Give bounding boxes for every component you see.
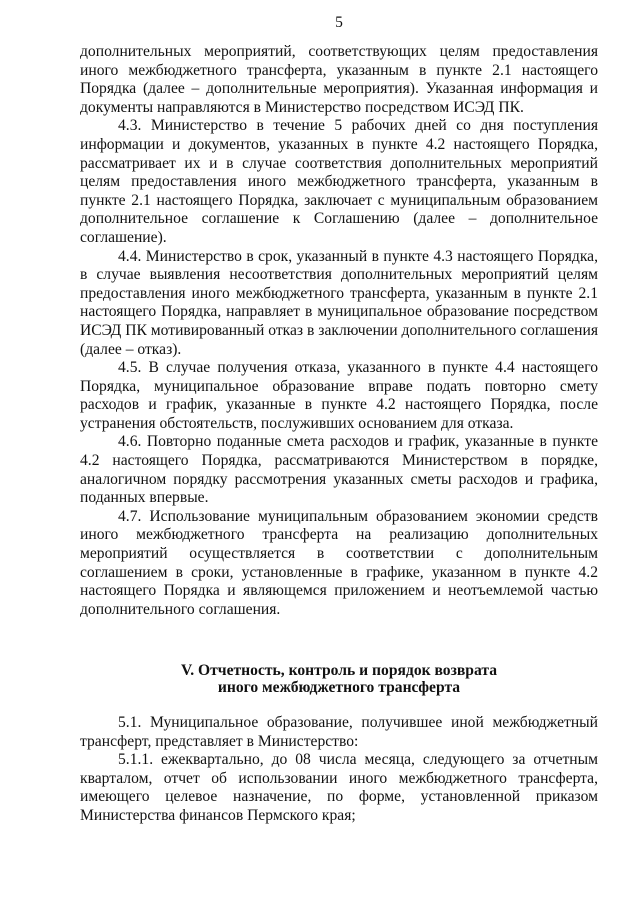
paragraph-4-6: 4.6. Повторно поданные смета расходов и график, указанные в пункте 4.2 настоящего Порядка, рассматриваются Министерством в порядке, аналогичном порядку рассмотрения указанных сметы расходов и графика, поданных впервые. [80,433,598,507]
section-heading-line-2: иного межбюджетного трансферта [217,678,461,696]
paragraph-continuation: дополнительных мероприятий, соответствующих целям предоставления иного межбюджетного трансферта, указанным в пункте 2.1 настоящего Порядка (далее – дополнительные мероприятия). Указанная информация и документы направляются в Министерство посредством ИСЭД ПК. [80,43,598,116]
paragraph-5-1: 5.1. Муниципальное образование, получившее иной межбюджетный трансферт, представляет в Министерство: [80,714,598,750]
paragraph-4-3: 4.3. Министерство в течение 5 рабочих дней со дня поступления информации и документов, указанных в пункте 4.2 настоящего Порядка, рассматривает их и в случае соответствия дополнительных мероприятий целям предоставления иного межбюджетного трансферта, указанным в пункте 2.1 настоящего Порядка, заключает с муниципальным образованием дополнительное соглашение к Соглашению (далее – дополнительное соглашение). [80,117,598,246]
section-heading [80,663,598,696]
paragraph-4-5: 4.5. В случае получения отказа, указанного в пункте 4.4 настоящего Порядка, муниципальное образование вправе подать повторно смету расходов и график, указанные в пункте 4.2 настоящего Порядка, после устранения обстоятельств, послуживших основанием для отказа. [80,359,598,432]
body-text-bottom [80,714,598,826]
paragraph-5-1-1: 5.1.1. ежеквартально, до 08 числа месяца, следующего за отчетным кварталом, отчет об использовании иного межбюджетного трансферта, имеющего целевое назначение, по форме, установленной приказом Министерства финансов Пермского края; [80,751,598,824]
section-heading-line-1: V. Отчетность, контроль и порядок возврата [180,662,498,679]
paragraph-4-7: 4.7. Использование муниципальным образованием экономии средств иного межбюджетного трансферта на реализацию дополнительных мероприятий осуществляется в соответствии с дополнительным соглашением в сроки, установленные в графике, указанном в пункте 4.2 настоящего Порядка и являющемся приложением и неотъемлемой частью дополнительного соглашения. [80,507,598,618]
paragraph-4-4: 4.4. Министерство в срок, указанный в пункте 4.3 настоящего Порядка, в случае выявления несоответствия дополнительных мероприятий целям предоставления иного межбюджетного трансферта, указанным в пункте 2.1 настоящего Порядка, направляет в муниципальное образование посредством ИСЭД ПК мотивированный отказ в заключении дополнительного соглашения (далее – отказ). [80,247,598,358]
body-text-top [80,43,598,619]
page-number: 5 [335,14,343,31]
